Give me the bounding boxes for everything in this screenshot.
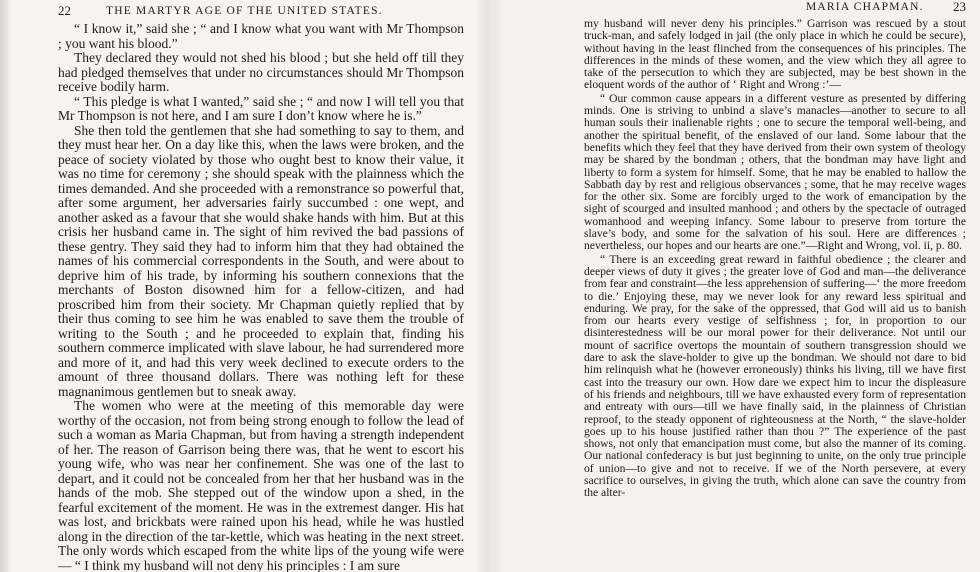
paragraph: “ I know it,” said she ; “ and I know what you want with Mr Thompson ; you want his blood.”: [58, 21, 464, 51]
left-page-text: [58, 22, 464, 572]
left-page-number: 22: [58, 3, 71, 18]
right-page-text: [584, 18, 966, 500]
quoted-paragraph: “ There is an exceeding great reward in faithful obedience ; the clearer and deeper views of duty it gives ; the greater love of God and man—the deliverance from fear and constraint—the less apprehension of suffering—‘ the more freedom to die.’ Enjoying these, may we never look for any reward less spiritual and enduring. We pray, for the sake of the oppressed, that God will aid us to banish from our hearts every vestige of selfishness ; for, in proportion to our disinterestedness will be our moral power for their deliverance. Not until our mount of sacrifice overtops the mountain of southern transgression should we dare to ask the slave-holder to give up the bondman. We should not dare to bid him relinquish what he (however erroneously) thinks his living, till we have first cast into the treasury our own. How dare we expect him to incur the displeasure of his friends and neighbours, till we have exhausted every form of representation and entreaty with ours—till we have finally said, in the plainness of Christian reproof, to the steady opponent of righteousness at the North, “ the slave-holder goes up to his house justified rather than thou ?” The experience of the past shows, not only that emancipation must come, but also the manner of its coming. Our national confederacy is but just beginning to unite, on the only true principle of union—to give and not to receive. If we of the North persevere, at every sacrifice to ourselves, in giving the truth, which alone can save the country from the alter-: [584, 252, 966, 500]
right-page: [490, 0, 980, 572]
book-gutter: [476, 0, 504, 572]
paragraph: They declared they would not shed his blood ; but she held off till they had pledged themselves that under no circumstances should Mr Thompson receive bodily harm.: [58, 50, 464, 94]
paragraph: my husband will never deny his principles.” Garrison was rescued by a stout truck-man, and safely lodged in jail (the only place in which he could be secure), without having in the least flinched from the consequences of his principles. The differences in the minds of these women, and the view which they all agree to take of the persecution to which they are subjected, may be best shown in the eloquent words of the author of ‘ Right and Wrong :’—: [584, 17, 966, 92]
right-running-title: MARIA CHAPMAN.: [806, 1, 924, 13]
paragraph: The women who were at the meeting of this memorable day were worthy of the occasion, not from being strong enough to follow the lead of such a woman as Maria Chapman, but from having a strength independent of her. The reason of Garrison being there was, that he went to escort his young wife, who was near her confinement. She was one of the last to depart, and it could not be concealed from her that her husband was in the hands of the mob. She stepped out of the window upon a shed, in the fearful excitement of the moment. He was in the extremest danger. His hat was lost, and brickbats were rained upon his head, while he was hustled along in the direction of the tar-kettle, which was heating in the next street. The only words which escaped from the white lips of the young wife were— “ I think my husband will not deny his principles : I am sure: [58, 398, 464, 572]
right-page-number: 23: [953, 0, 966, 14]
book-spine-shadow: [0, 0, 12, 572]
left-running-head: [58, 4, 464, 18]
left-running-title: THE MARTYR AGE OF THE UNITED STATES.: [106, 5, 383, 17]
right-running-head: [584, 0, 966, 18]
paragraph: She then told the gentlemen that she had something to say to them, and they must hear her. On a day like this, when the laws were broken, and the peace of society violated by those who ought best to know their value, it was no time for ceremony ; she should speak with the plainness which the times demanded. And she proceeded with a remonstrance so powerful that, after some argument, her adversaries fairly succumbed : one wept, and another asked as a favour that she would shake hands with him. But at this crisis her husband came in. The sight of him revived the bad passions of these gentry. They said they had to inform him that they had obtained the names of his commercial correspondents in the South, and were about to deprive him of his trade, by informing his southern connexions that the merchants of Boston disowned him for a fellow-citizen, and had proscribed him from their society. Mr Chapman quietly replied that by their thus coming to see him he was enabled to save them the trouble of writing to the South ; and he proceeded to explain that, finding his southern commerce implicated with slave labour, he had surrendered more and more of it, and had this very week declined to execute orders to the amount of three thousand dollars. There was nothing left for these magnanimous gentlemen but to sneak away.: [58, 122, 464, 399]
paragraph: “ This pledge is what I wanted,” said she ; “ and now I will tell you that Mr Thompson is not here, and I am sure I don’t know where he is.”: [58, 93, 464, 123]
quoted-paragraph: “ Our common cause appears in a different vesture as presented by differing minds. One is striving to unbind a slave’s manacles—another to secure to all human souls their inalienable rights ; one to secure the temporal well-being, and another the spiritual benefit, of the enslaved of our land. Some labour that the benefits which they feel that they have derived from their own system of theology may be shared by the bondman ; others, that the bondman may have light and liberty to form a system for himself. Some, that he may be enabled to hallow the Sabbath day by rest and religious observances ; some, that he may receive wages for the other six. Some are forcibly urged to the work of emancipation by the sight of scourged and insulted manhood ; and others by the spectacle of outraged womanhood and weeping infancy. Some labour to preserve from torture the slave’s body, and some for the salvation of his soul. Here are differences ; nevertheless, our hopes and our hearts are one.”—Right and Wrong, vol. ii, p. 80.: [584, 91, 966, 253]
